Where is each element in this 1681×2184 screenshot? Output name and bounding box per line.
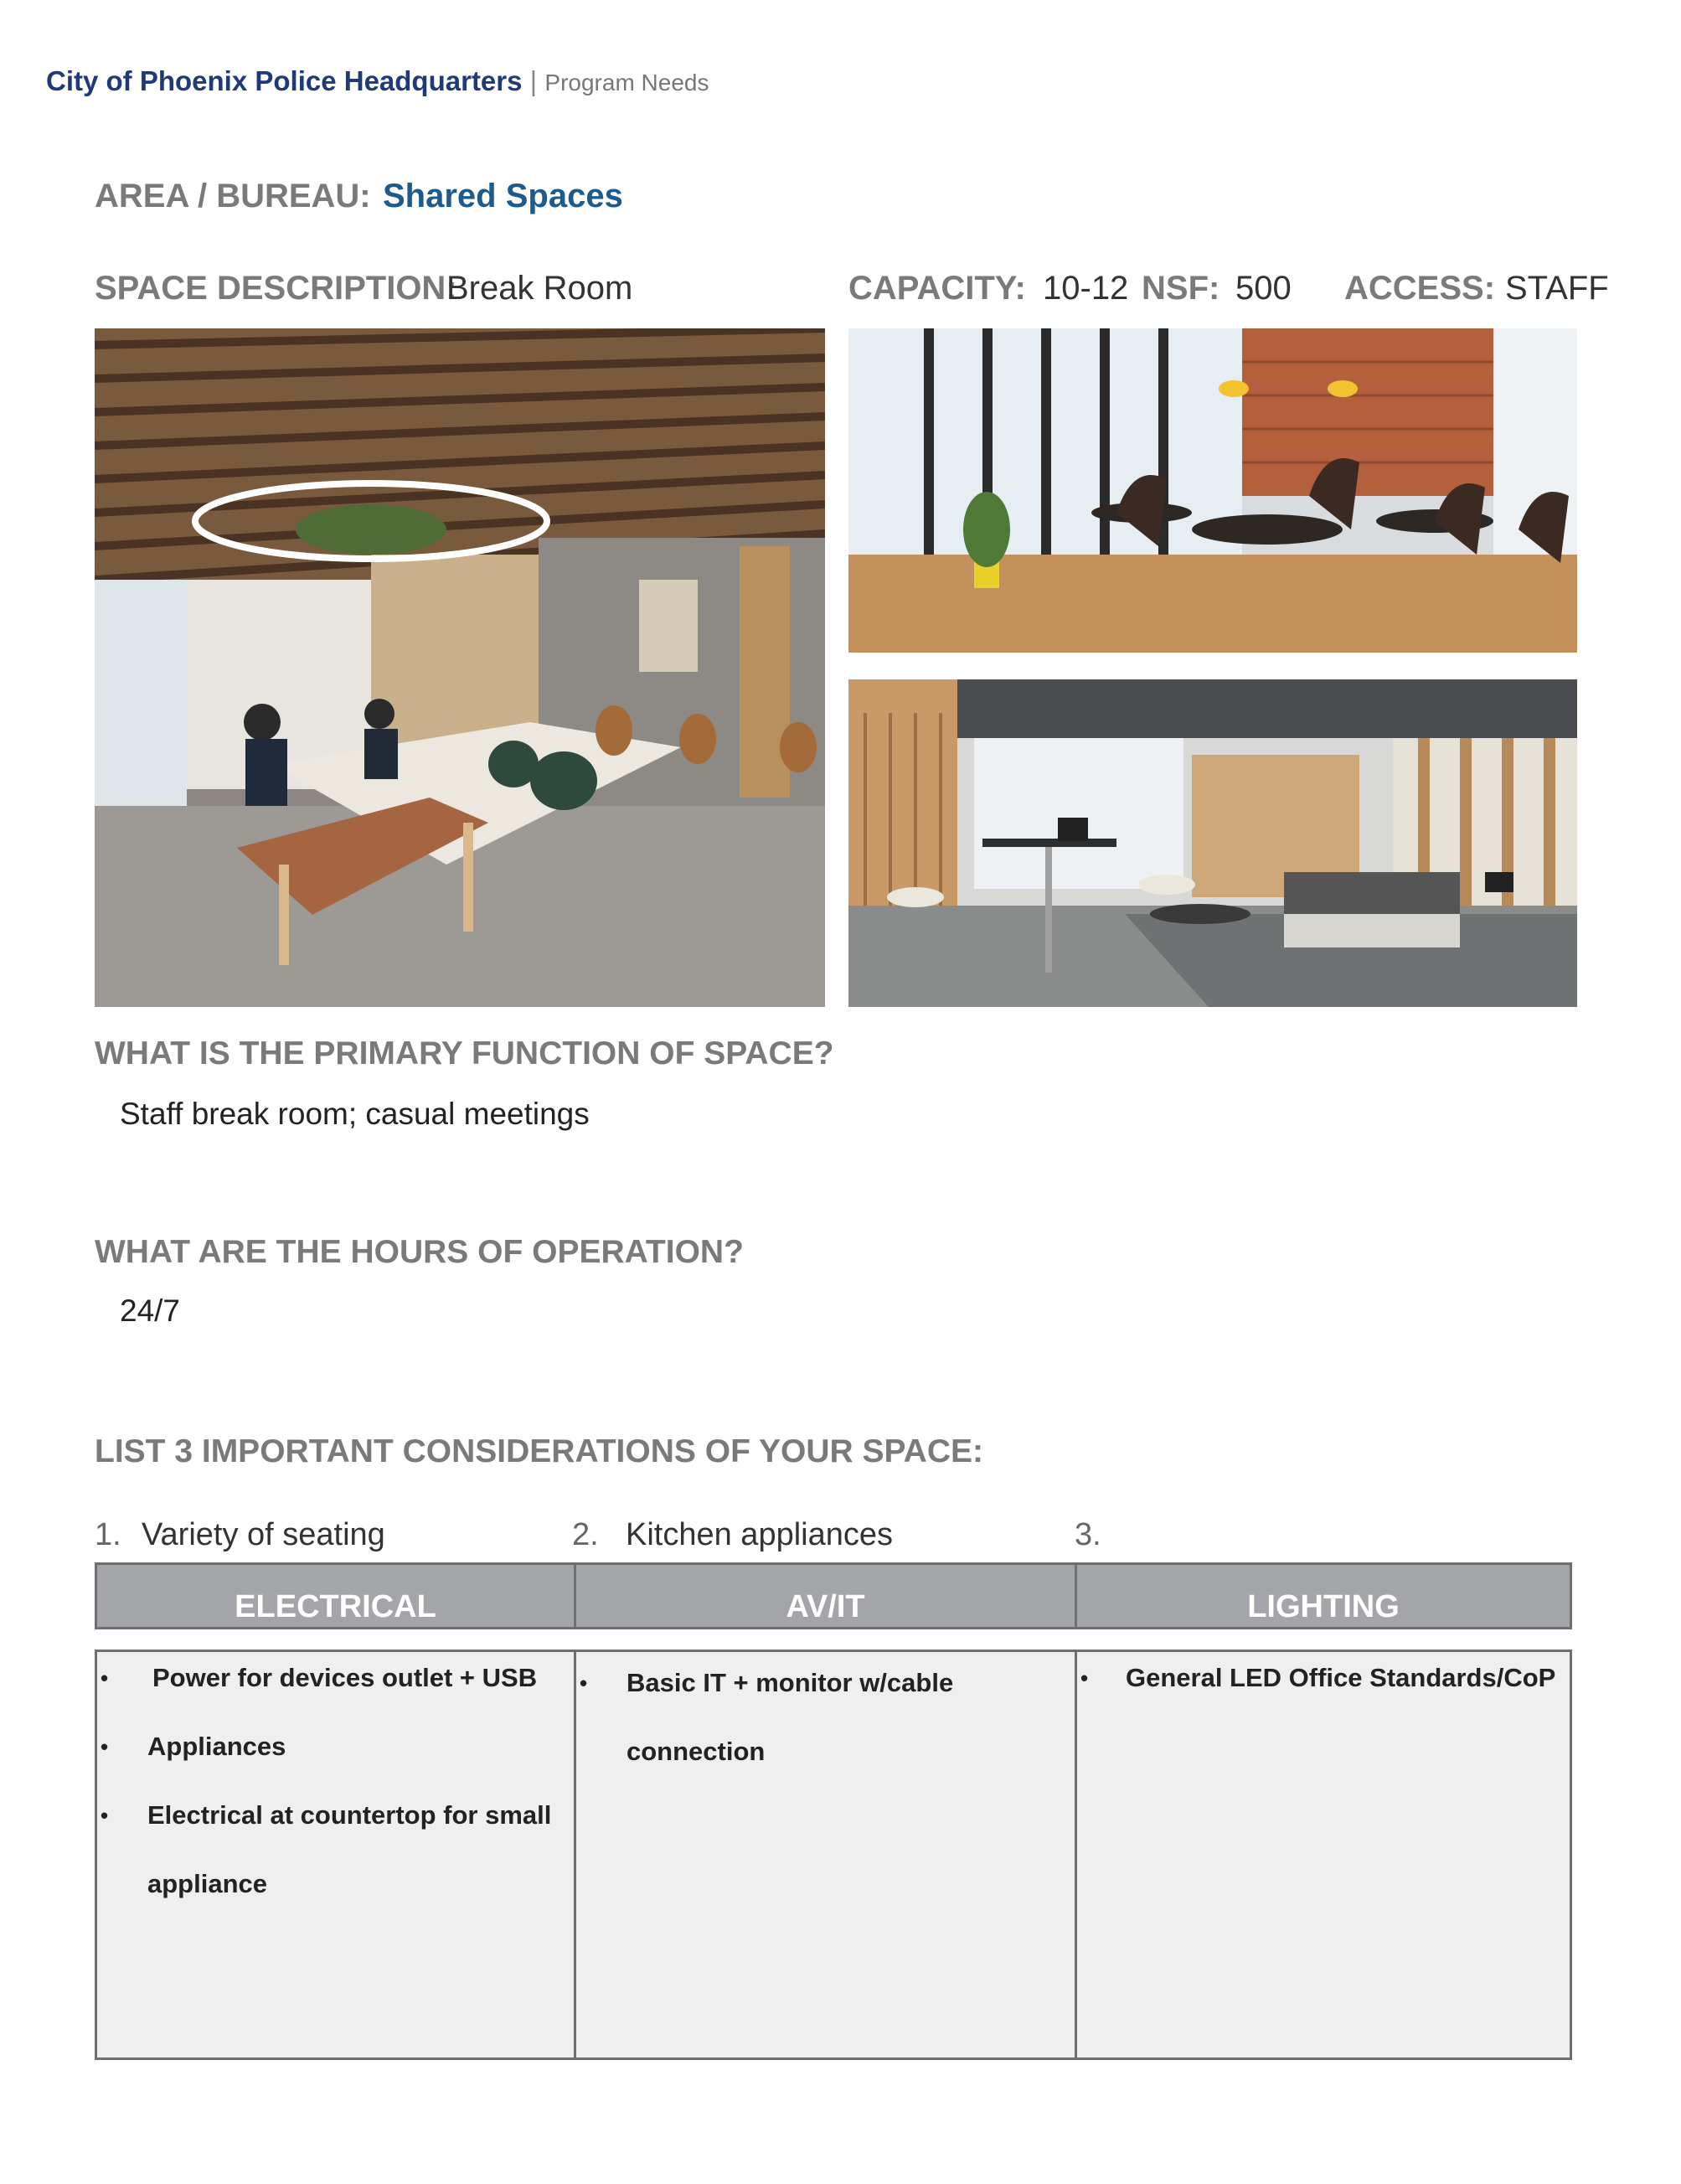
bullet-icon: • <box>101 1734 109 1759</box>
electrical-item-3: Electrical at countertop for small <box>147 1800 552 1830</box>
consideration-2-text: Kitchen appliances <box>626 1517 893 1552</box>
considerations-label: LIST 3 IMPORTANT CONSIDERATIONS OF YOUR SPACE: <box>95 1433 983 1469</box>
lighting-cell <box>1075 1652 1570 2058</box>
primary-function-label: WHAT IS THE PRIMARY FUNCTION OF SPACE? <box>95 1035 834 1071</box>
space-description-label: SPACE DESCRIPTION: <box>95 270 457 307</box>
lighting-item-1: General LED Office Standards/CoP <box>1126 1663 1556 1692</box>
consideration-1-text: Variety of seating <box>142 1517 385 1552</box>
list-item <box>576 1649 1075 1717</box>
consideration-3-number: 3. <box>1075 1517 1101 1552</box>
nsf-label: NSF: <box>1142 270 1220 307</box>
electrical-item-1: Power for devices outlet + USB <box>152 1663 538 1692</box>
bullet-icon: • <box>1080 1665 1089 1691</box>
electrical-item-3-continued: appliance <box>147 1869 267 1898</box>
list-item-continued <box>576 1717 1075 1786</box>
avit-item-1-continued: connection <box>627 1737 766 1766</box>
space-description-value: Break Room <box>446 270 633 307</box>
list-item <box>97 1712 574 1781</box>
list-item <box>97 1644 574 1712</box>
list-item <box>97 1781 574 1850</box>
consideration-2-number: 2. <box>572 1517 599 1552</box>
header-avit: AV/IT <box>574 1565 1075 1627</box>
requirements-table-header <box>95 1562 1572 1629</box>
list-item <box>1077 1644 1570 1712</box>
avit-cell <box>574 1652 1075 2058</box>
header-separator: | <box>529 65 538 96</box>
header-electrical: ELECTRICAL <box>235 1589 436 1624</box>
break-room-photo-cafe <box>848 328 1577 653</box>
header-lighting: LIGHTING <box>1075 1565 1570 1627</box>
nsf-value: 500 <box>1235 270 1292 307</box>
document-header <box>46 65 709 97</box>
bullet-icon: • <box>101 1803 109 1828</box>
requirements-table-body <box>95 1650 1572 2060</box>
bullet-icon: • <box>101 1665 109 1691</box>
consideration-1-number: 1. <box>95 1517 121 1552</box>
area-value: Shared Spaces <box>383 178 623 214</box>
electrical-cell <box>97 1652 574 2058</box>
hours-label: WHAT ARE THE HOURS OF OPERATION? <box>95 1234 744 1270</box>
bullet-icon: • <box>580 1670 588 1696</box>
list-item-continued <box>97 1850 574 1918</box>
capacity-value: 10-12 <box>1043 270 1129 307</box>
header-title: City of Phoenix Police Headquarters <box>46 65 523 96</box>
primary-function-value: Staff break room; casual meetings <box>120 1097 590 1131</box>
break-room-photo-lounge <box>848 679 1577 1007</box>
hours-value: 24/7 <box>120 1293 181 1328</box>
access-label: ACCESS: <box>1344 270 1496 307</box>
capacity-label: CAPACITY: <box>848 270 1026 307</box>
electrical-item-2: Appliances <box>147 1732 286 1761</box>
avit-item-1: Basic IT + monitor w/cable <box>627 1668 954 1697</box>
access-value: STAFF <box>1505 270 1609 307</box>
break-room-photo-main <box>95 328 825 1007</box>
header-subtitle: Program Needs <box>544 70 709 96</box>
area-label: AREA / BUREAU: <box>95 178 371 214</box>
